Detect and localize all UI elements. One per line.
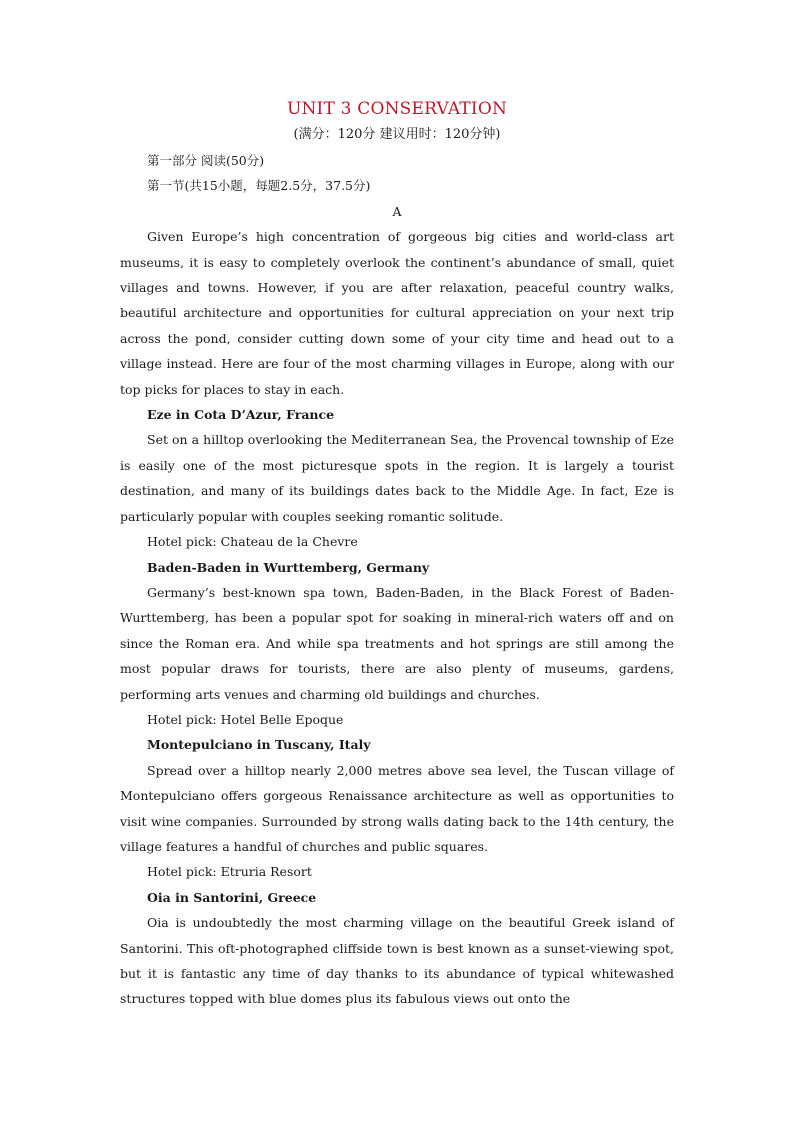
document-page [120, 96, 674, 1012]
place-paragraph: Set on a hilltop overlooking the Mediterranean Sea, the Provencal township of Eze is easily one of the most picturesque spots in the region. It is largely a tourist destination, and many of its buildings dates back to the Middle Age. In fact, Eze is particularly popular with couples seeking romantic solitude. [120, 432, 674, 524]
section-heading: 第一节(共15小题，每题2.5分，37.5分) [147, 178, 371, 194]
place-heading: Baden-Baden in Wurttemberg, Germany [147, 559, 430, 575]
unit-title: UNIT 3 CONSERVATION [286, 99, 508, 119]
intro-paragraph: Given Europe’s high concentration of gorgeous big cities and world-class art museums, it is easy to completely overlook the continent’s abundance of small, quiet villages and towns. However, if you are after relaxation, peaceful country walks, beautiful architecture and opportunities for cultural appreciation on your next trip across the pond, consider cutting down some of your city time and head out to a village instead. Here are four of the most charming villages in Europe, along with our top picks for places to stay in each. [120, 229, 674, 397]
place-heading: Montepulciano in Tuscany, Italy [147, 737, 371, 753]
place-heading: Eze in Cota D’Azur, France [147, 407, 335, 423]
part-heading: 第一部分 阅读(50分) [147, 153, 265, 168]
place-heading: Oia in Santorini, Greece [147, 889, 317, 905]
place-paragraph: Germany’s best-known spa town, Baden-Baden, in the Black Forest of Baden-Wurttemberg, has been a popular spot for soaking in mineral-rich waters off and on since the Roman era. And while spa treatments and hot springs are still among the most popular draws for tourists, there are also plenty of museums, gardens, performing arts venues and charming old buildings and churches. [120, 584, 674, 702]
exam-meta: (满分：120分 建议用时：120分钟) [293, 127, 501, 142]
hotel-pick: Hotel pick: Chateau de la Chevre [147, 534, 358, 550]
hotel-pick: Hotel pick: Hotel Belle Epoque [147, 711, 344, 727]
place-paragraph: Spread over a hilltop nearly 2,000 metres above sea level, the Tuscan village of Montepulciano offers gorgeous Renaissance architecture as well as opportunities to visit wine companies. Surrounded by strong walls dating back to the 14th century, the village features a handful of churches and public squares. [120, 762, 674, 854]
passage-letter: A [392, 203, 402, 219]
place-paragraph: Oia is undoubtedly the most charming village on the beautiful Greek island of Santorini. This oft-photographed cliffside town is best known as a sunset-viewing spot, but it is fantastic any time of day thanks to its abundance of typical whitewashed structures topped with blue domes plus its fabulous views out onto the [120, 915, 674, 1007]
hotel-pick: Hotel pick: Etruria Resort [147, 864, 312, 880]
